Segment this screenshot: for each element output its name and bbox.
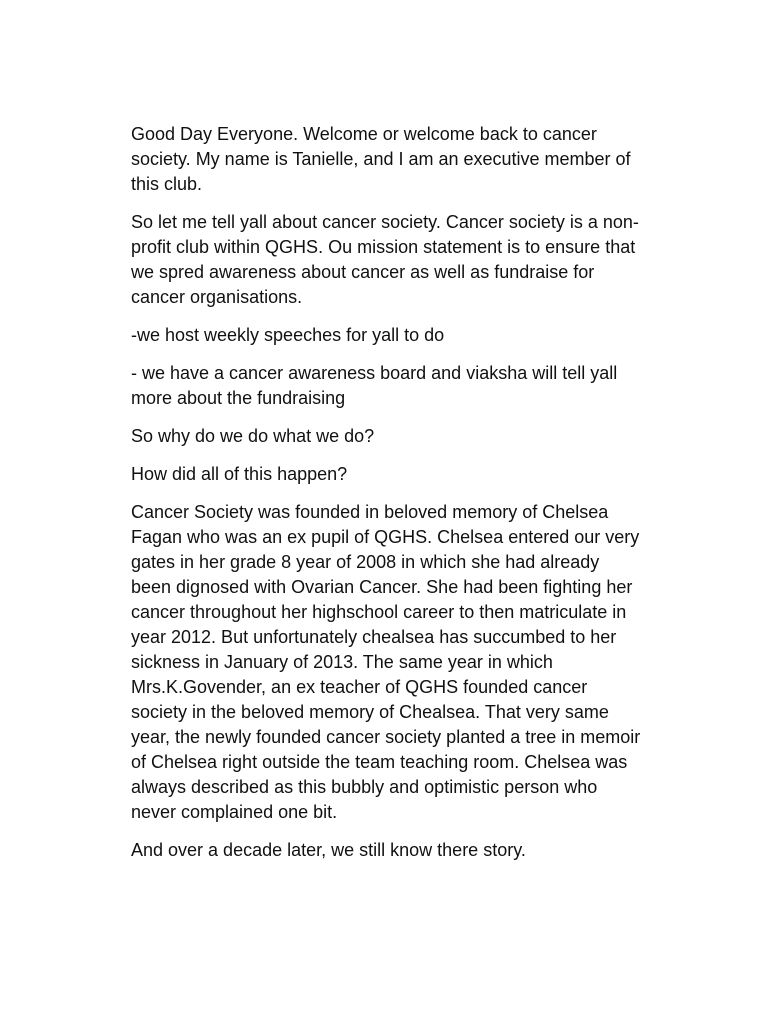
document-body [131, 122, 641, 876]
paragraph-greeting: Good Day Everyone. Welcome or welcome back to cancer society. My name is Tanielle, and I am an executive member of this club. [131, 124, 631, 194]
paragraph-weekly-speeches: -we host weekly speeches for yall to do [131, 325, 445, 345]
paragraph-closing: And over a decade later, we still know there story. [131, 840, 526, 860]
paragraph-why-question: So why do we do what we do? [131, 426, 375, 446]
paragraph-how-question: How did all of this happen? [131, 464, 348, 484]
paragraph-about-society: So let me tell yall about cancer society. Cancer society is a non-profit club within QGHS. Ou mission statement is to ensure that we spred awareness about cancer as well as fundraise for cancer organisations. [131, 212, 639, 307]
paragraph-awareness-board: - we have a cancer awareness board and viaksha will tell yall more about the fundraising [131, 363, 618, 408]
paragraph-history: Cancer Society was founded in beloved memory of Chelsea Fagan who was an ex pupil of QGHS. Chelsea entered our very gates in her grade 8 year of 2008 in which she had already been dignosed with Ovarian Cancer. She had been fighting her cancer throughout her highschool career to then matriculate in year 2012. But unfortunately chealsea has succumbed to her sickness in January of 2013. The same year in which Mrs.K.Govender, an ex teacher of QGHS founded cancer society in the beloved memory of Chealsea. That very same year, the newly founded cancer society planted a tree in memoir of Chelsea right outside the team teaching room. Chelsea was always described as this bubbly and optimistic person who never complained one bit. [131, 502, 641, 822]
